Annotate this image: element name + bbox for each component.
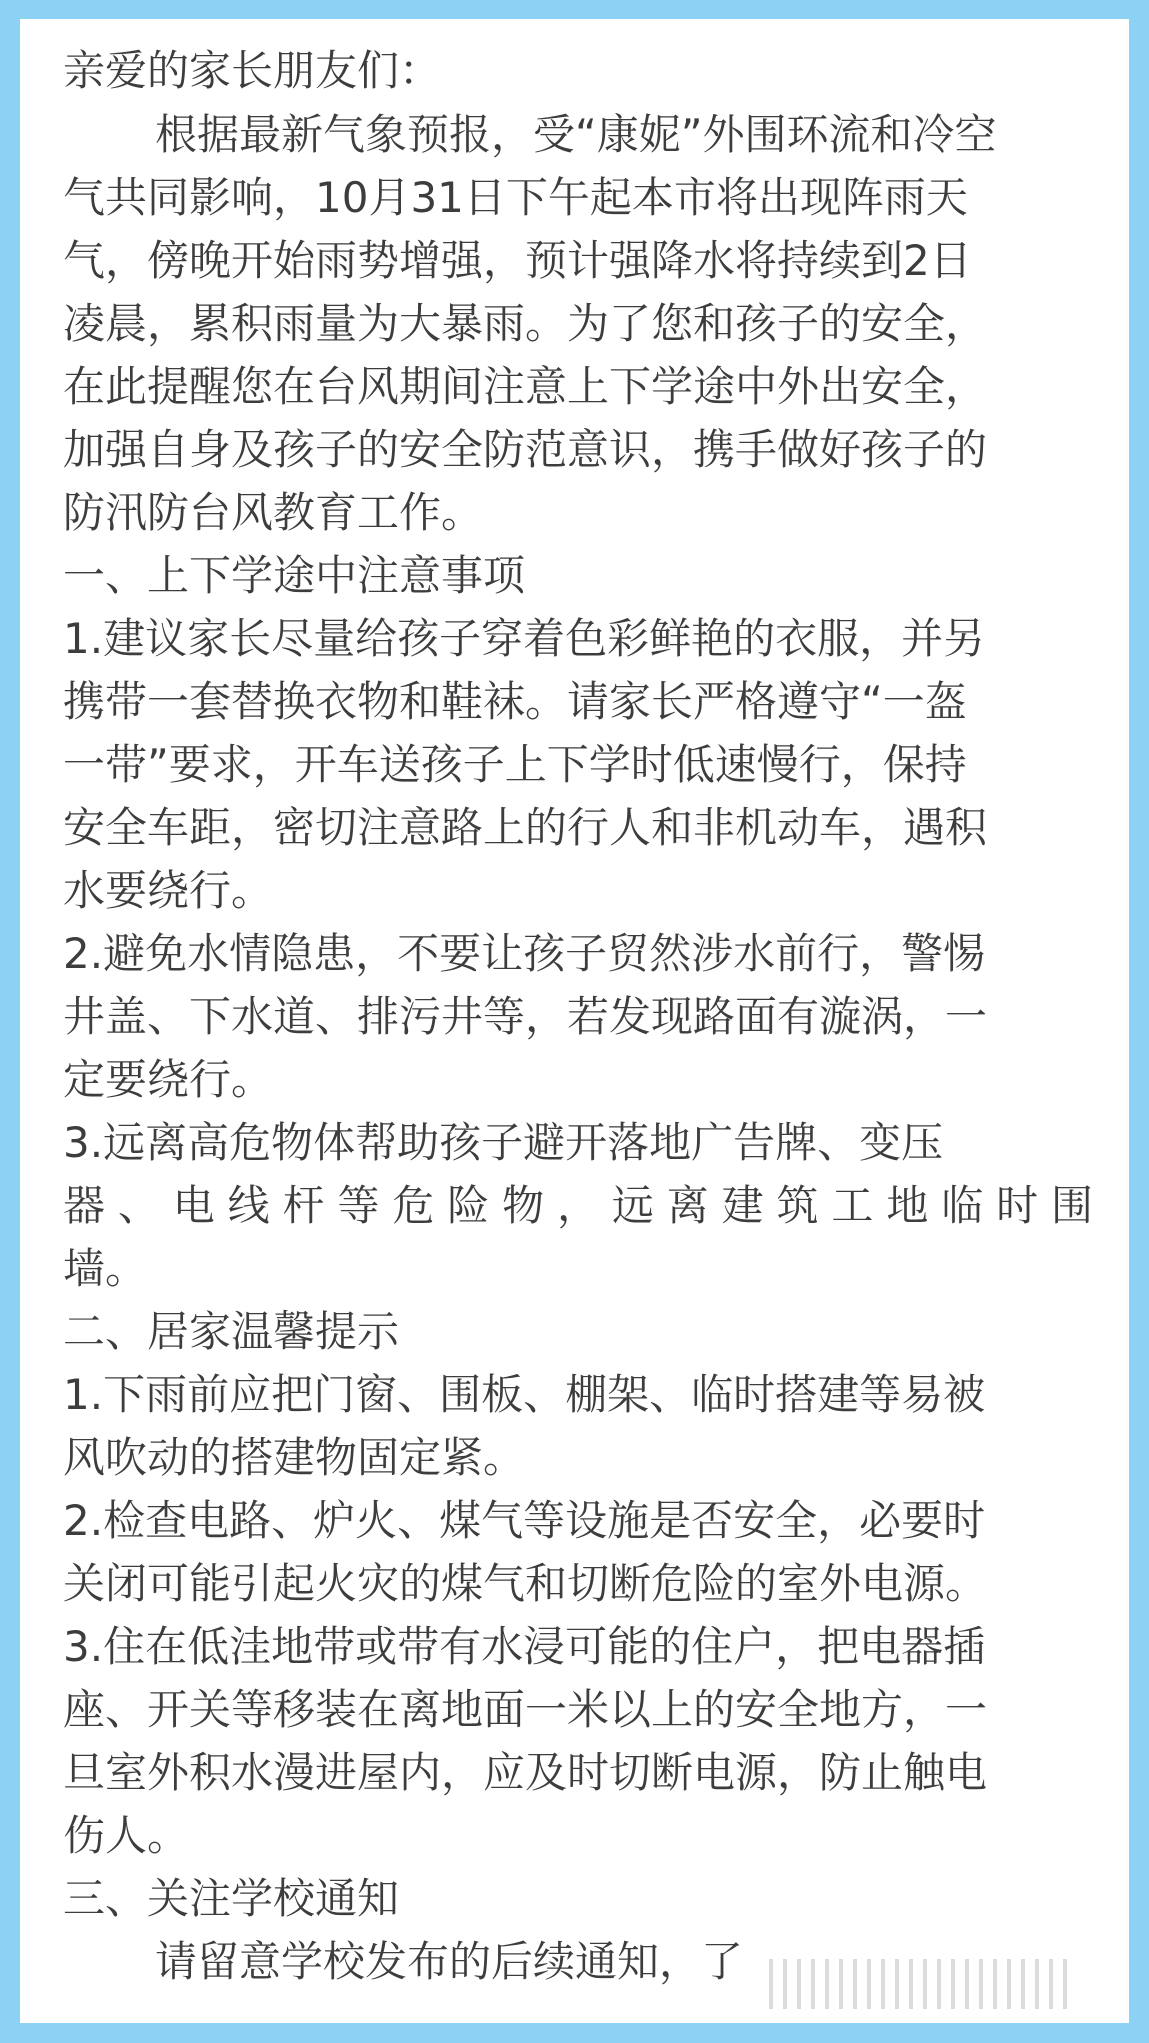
list-item-line: 3.住在低洼地带或带有水浸可能的住户，把电器插 bbox=[63, 1622, 986, 1671]
intro-line: 防汛防台风教育工作。 bbox=[63, 488, 484, 537]
list-item-line: 关闭可能引起火灾的煤气和切断危险的室外电源。 bbox=[63, 1559, 988, 1608]
intro-line: 在此提醒您在台风期间注意上下学途中外出安全， bbox=[63, 362, 988, 411]
section-heading: 一、上下学途中注意事项 bbox=[63, 551, 526, 600]
intro-line: 加强自身及孩子的安全防范意识，携手做好孩子的 bbox=[63, 425, 988, 474]
list-item-line: 安全车距，密切注意路上的行人和非机动车，遇积 bbox=[63, 803, 988, 852]
list-item-line: 伤人。 bbox=[63, 1811, 190, 1860]
list-item-line: 水要绕行。 bbox=[63, 866, 274, 915]
list-item-line: 携带一套替换衣物和鞋袜。请家长严格遵守“一盔 bbox=[63, 677, 967, 726]
list-item-line: 风吹动的搭建物固定紧。 bbox=[63, 1433, 526, 1482]
salutation: 亲爱的家长朋友们： bbox=[63, 46, 442, 95]
list-item-line: 井盖、下水道、排污井等，若发现路面有漩涡，一 bbox=[63, 992, 988, 1041]
list-item-line: 座、开关等移装在离地面一米以上的安全地方，一 bbox=[63, 1685, 988, 1734]
list-item-line: 1.建议家长尽量给孩子穿着色彩鲜艳的衣服，并另 bbox=[63, 614, 986, 663]
list-item-line: 旦室外积水漫进屋内，应及时切断电源，防止触电 bbox=[63, 1748, 988, 1797]
list-item-line: 2.检查电路、炉火、煤气等设施是否安全，必要时 bbox=[63, 1496, 986, 1545]
section-heading: 二、居家温馨提示 bbox=[63, 1307, 400, 1356]
intro-line: 凌晨，累积雨量为大暴雨。为了您和孩子的安全， bbox=[63, 299, 988, 348]
notice-document bbox=[20, 19, 1129, 2023]
list-item-line: 3.远离高危物体帮助孩子避开落地广告牌、变压 bbox=[63, 1118, 944, 1167]
section-heading: 三、关注学校通知 bbox=[63, 1874, 400, 1923]
intro-line: 根据最新气象预报，受“康妮”外围环流和冷空 bbox=[155, 110, 997, 159]
list-item-line: 一带”要求，开车送孩子上下学时低速慢行，保持 bbox=[63, 740, 967, 789]
cropped-text-fade bbox=[769, 1959, 1069, 2009]
body-line: 请留意学校发布的后续通知，了 bbox=[155, 1937, 744, 1986]
intro-line: 气共同影响，10月31日下午起本市将出现阵雨天 bbox=[63, 173, 968, 222]
list-item-line: 2.避免水情隐患，不要让孩子贸然涉水前行，警惕 bbox=[63, 929, 986, 978]
intro-line: 气，傍晚开始雨势增强，预计强降水将持续到2日 bbox=[63, 236, 972, 285]
list-item-line: 1.下雨前应把门窗、围板、棚架、临时搭建等易被 bbox=[63, 1370, 986, 1419]
list-item-line: 墙。 bbox=[63, 1244, 148, 1293]
list-item-line: 器、电线杆等危险物，远离建筑工地临时围 bbox=[63, 1181, 1093, 1230]
list-item-line: 定要绕行。 bbox=[63, 1055, 274, 1104]
